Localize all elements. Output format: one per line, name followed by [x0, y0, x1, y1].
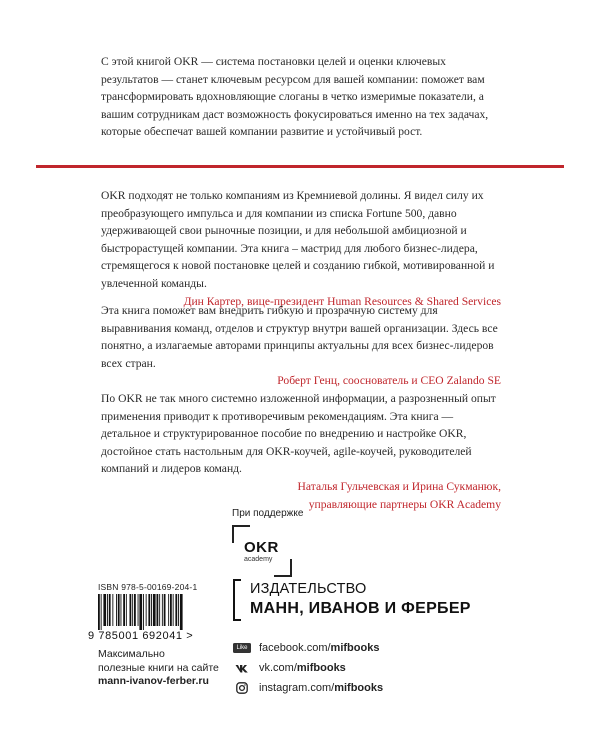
barcode-bar [126, 594, 127, 626]
logo-word: OKR [244, 539, 279, 556]
intro-paragraph: С этой книгой OKR — система постановки целей и оценки ключевых результатов — станет ключевым ресурсом для вашей компании: поможет вам трансформировать вдохновляющие слоганы в четко измеримые показатели, а вашим сотрудникам даст возможность фокусироваться именно на тех задачах, которые обеспечат вашей компании развитие и устойчивый рост. [101, 55, 489, 139]
social-vk[interactable] [233, 658, 493, 678]
barcode-bar [162, 594, 163, 626]
barcode-bar [116, 594, 117, 626]
quote-1 [101, 187, 501, 310]
barcode-bar [134, 594, 136, 626]
instagram-icon [233, 683, 251, 694]
publisher-label: ИЗДАТЕЛЬСТВО [250, 581, 367, 597]
social-handle: mifbooks [330, 642, 380, 654]
support-label: При поддержке [232, 508, 304, 519]
barcode-bar [151, 594, 152, 626]
social-instagram[interactable] [233, 678, 493, 698]
barcode-bar [103, 594, 106, 626]
quote-author: Роберт Генц, сооснователь и CEO Zalando SE [277, 374, 501, 388]
logo-sub: academy [244, 556, 273, 563]
barcode-bar [118, 594, 120, 626]
barcode-bar [130, 594, 132, 626]
barcode-bar [168, 594, 169, 626]
barcode-bar [143, 594, 144, 630]
barcode-bar [98, 594, 100, 630]
barcode-bar [146, 594, 147, 626]
site-link[interactable]: mann-ivanov-ferber.ru [98, 675, 209, 687]
barcode-bar [107, 594, 108, 626]
isbn-label: ISBN 978-5-00169-204-1 [98, 582, 198, 592]
quote-author: Дин Картер, вице-президент Human Resources & Shared Services [183, 294, 501, 308]
barcode-bar [173, 594, 174, 626]
barcode-bar [109, 594, 111, 626]
quote-3 [101, 390, 501, 513]
barcode-bar [164, 594, 166, 626]
barcode-bar [138, 594, 139, 626]
barcode-bar [175, 594, 177, 626]
like-icon [233, 643, 251, 654]
barcode-bar [180, 594, 183, 630]
publisher-name: МАНН, ИВАНОВ И ФЕРБЕР [250, 600, 471, 617]
barcode [98, 594, 216, 630]
barcode-bar [132, 594, 133, 626]
bracket-icon [233, 579, 241, 621]
social-links [233, 638, 493, 698]
quote-text: По OKR не так много системно изложенной информации, а разрозненный опыт применения приводит к противоречивым рекомендациям. Эта книга — детальное и структурированное пособие по внедрению и настройке OKR, достойное стать настольным для OKR-коучей, agile-коучей, руководителей компаний и лидеров команд. [101, 392, 496, 476]
barcode-bar [139, 594, 142, 630]
barcode-bar [157, 594, 159, 626]
social-prefix: vk.com/ [259, 662, 297, 674]
social-handle: mifbooks [334, 682, 384, 694]
vk-icon [233, 663, 251, 674]
quote-author-role: управляющие партнеры OKR Academy [308, 497, 501, 511]
barcode-bar [123, 594, 125, 626]
promo-line: полезные книги на сайте [98, 661, 219, 674]
quote-2 [101, 302, 501, 390]
logo-frame-corner [274, 559, 292, 577]
social-prefix: instagram.com/ [259, 682, 335, 694]
okr-academy-logo [232, 525, 292, 577]
barcode-bar [153, 594, 156, 626]
like-badge: Like [233, 643, 251, 653]
barcode-bar [112, 594, 113, 626]
social-prefix: facebook.com/ [259, 642, 331, 654]
promo-line: Максимально [98, 648, 165, 660]
social-facebook[interactable] [233, 638, 493, 658]
social-handle: mifbooks [296, 662, 346, 674]
barcode-bar [121, 594, 122, 626]
barcode-bar [101, 594, 102, 630]
barcode-bar [170, 594, 172, 626]
barcode-bar [148, 594, 150, 626]
quote-text: Эта книга поможет вам внедрить гибкую и прозрачную систему для выравнивания команд, отделов и структур внутри вашей организации. Здесь все понятно, а излагаемые авторами принципы актуальны для всех бизнес-лидеров всех стран. [101, 304, 498, 370]
quote-author: Наталья Гульчевская и Ирина Сукманюк, [297, 479, 501, 493]
publisher-logo [233, 579, 533, 621]
barcode-digits: 9 785001 692041 > [88, 630, 194, 642]
barcode-bar [178, 594, 179, 626]
red-divider [36, 165, 564, 168]
quote-text: OKR подходят не только компаниям из Кремниевой долины. Я видел силу их преобразующего импульса и для компании из списка Fortune 500, давно удерживающей свои рыночные позиции, и для небольшой амбициозной и быстрорастущей компании. Эта книга – мастрид для любого бизнес-лидера, стремящегося к новой постановке целей и созданию гибкой, мотивированной и увлеченной команды. [101, 189, 495, 290]
barcode-bar [159, 594, 160, 626]
